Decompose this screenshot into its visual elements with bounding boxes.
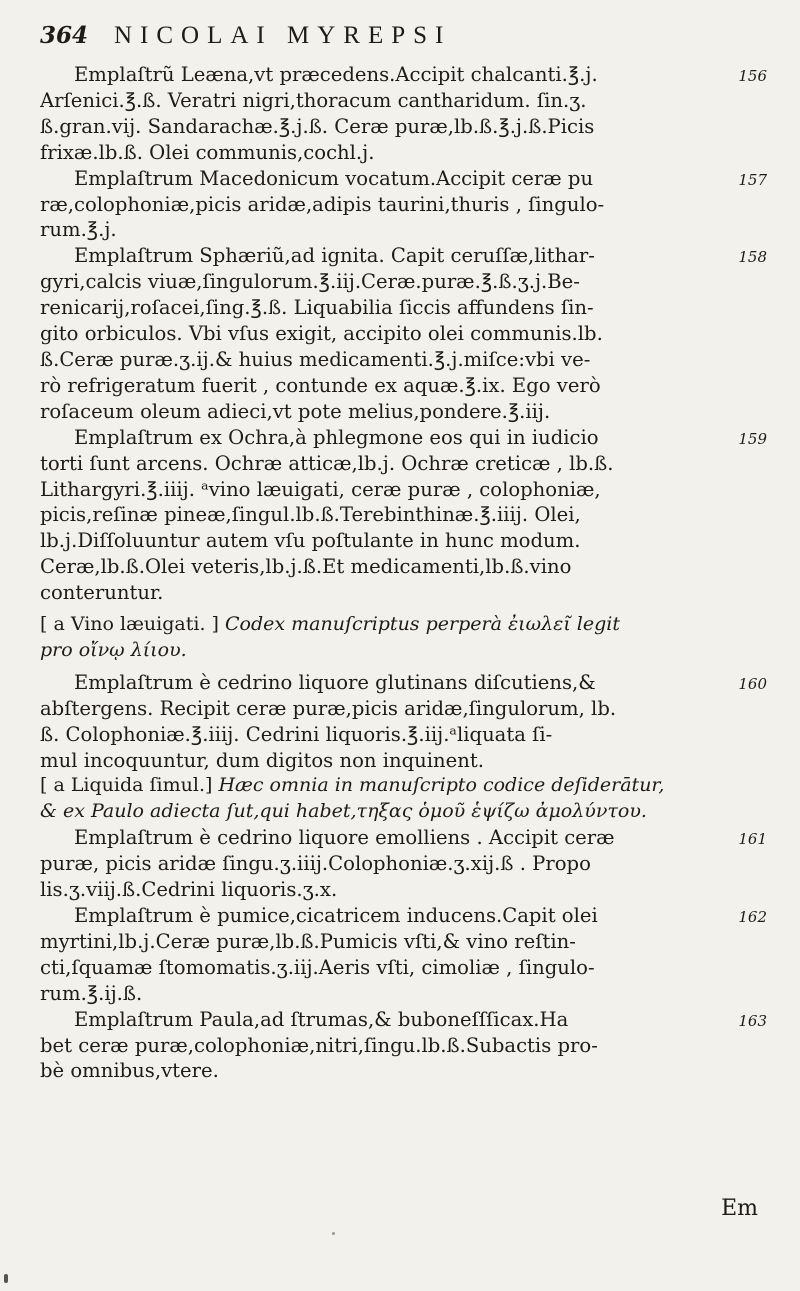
text-line: lb.j.Diſſoluuntur autem vſu poſtulante in hunc modum. xyxy=(40,529,581,553)
footnote-1 xyxy=(40,612,755,664)
text-line: lis.ʒ.viij.ß.Cedrini liquoris.ʒ.x. xyxy=(40,878,338,902)
text-line: frixæ.lb.ß. Olei communis,cochl.j. xyxy=(40,140,375,164)
text-line: Emplaſtrum è cedrino liquore glutinans diſcutiens,& xyxy=(74,670,596,694)
footnote-1-text: Codex manuſcriptus perperà ἐιωλεῖ legit xyxy=(224,613,621,636)
margin-number: 156 xyxy=(738,67,767,85)
text-line: abſtergens. Recipit ceræ puræ,picis aridæ,ſingulorum, lb. xyxy=(40,696,617,720)
margin-number: 163 xyxy=(738,1011,767,1030)
text-line: renicarij,roſacei,ſing.℥.ß. Liquabilia ſiccis affundens ſin- xyxy=(40,296,594,320)
text-block-2 xyxy=(40,670,767,774)
text-line: picis,reſinæ pineæ,ſingul.lb.ß.Terebinthinæ.℥.iiij. Olei, xyxy=(40,503,581,527)
text-line: ß. Colophoniæ.℥.iiij. Cedrini liquoris.℥.iij.ᵃliquata ſi- xyxy=(40,722,553,746)
text-line: rò refrigeratum fuerit , contunde ex aquæ.℥.ix. Ego verò xyxy=(40,373,601,397)
ink-speck xyxy=(332,1232,335,1235)
text-line: ß.Ceræ puræ.ʒ.ij.& huius medicamenti.℥.j.miſce:vbi ve- xyxy=(40,347,591,371)
text-line: gito orbiculos. Vbi vſus exigit, accipito olei communis.lb. xyxy=(40,322,603,346)
margin-number: 160 xyxy=(738,674,767,693)
text-line: gyri,calcis viuæ,ſingulorum.℥.iij.Ceræ.puræ.℥.ß.ʒ.j.Be- xyxy=(40,270,580,294)
text-line: cti,ſquamæ ſtomomatis.ʒ.iij.Aeris vſti, cimoliæ , ſingulo- xyxy=(40,955,595,979)
margin-number: 159 xyxy=(738,429,767,448)
margin-number: 158 xyxy=(738,248,767,267)
footnote-2-text: Hæc omnia in manuſcripto codice deſiderātur, xyxy=(218,774,665,797)
margin-number: 162 xyxy=(738,908,767,926)
catchword: Em xyxy=(721,1196,758,1221)
text-line: mul incoquuntur, dum digitos non inquinent. xyxy=(40,748,484,772)
text-line: Arſenici.℥.ß. Veratri nigri,thoracum cantharidum. ſin.ʒ. xyxy=(40,88,587,112)
text-line: conteruntur. xyxy=(40,581,164,605)
text-line: myrtini,lb.j.Ceræ puræ,lb.ß.Pumicis vſti,& vino reſtin- xyxy=(40,929,576,953)
margin-number: 161 xyxy=(738,830,767,849)
body-text xyxy=(40,62,767,1084)
text-line: Emplaſtrum Macedonicum vocatum.Accipit ceræ pu xyxy=(74,166,594,190)
text-line: Emplaſtrũ Leæna,vt præcedens.Accipit chalcanti.℥.j. xyxy=(74,63,598,86)
text-line: Ceræ,lb.ß.Olei veteris,lb.j.ß.Et medicamenti,lb.ß.vino xyxy=(40,555,572,579)
running-head xyxy=(40,22,770,62)
ink-speck xyxy=(4,1274,8,1283)
text-line: roſaceum oleum adieci,vt pote melius,pondere.℥.iij. xyxy=(40,399,551,423)
text-block-1 xyxy=(40,62,767,606)
running-title: NICOLAI MYREPSI xyxy=(114,22,452,49)
margin-number: 157 xyxy=(738,170,767,189)
page-number: 364 xyxy=(40,22,89,49)
text-block-3 xyxy=(40,825,767,1084)
footnote-2 xyxy=(40,773,755,825)
footnote-1-lead: [ a Vino læuigati. ] xyxy=(40,613,225,636)
text-line: puræ, picis aridæ ſingu.ʒ.iiij.Colophoniæ.ʒ.xij.ß . Propo xyxy=(40,852,591,876)
text-line: Emplaſtrum ex Ochra,à phlegmone eos qui in iudicio xyxy=(74,425,599,449)
text-line: rum.℥.j. xyxy=(40,218,117,242)
footnote-2-lead: [ a Liquida ſimul.] xyxy=(40,774,219,797)
text-line: Emplaſtrum è pumice,cicatricem inducens.Capit olei xyxy=(74,904,598,927)
text-line: Lithargyri.℥.iiij. ᵃvino læuigati, ceræ puræ , colophoniæ, xyxy=(40,477,601,501)
text-line: ræ,colophoniæ,picis aridæ,adipis taurini,thuris , ſingulo- xyxy=(40,192,605,216)
text-line: bè omnibus,vtere. xyxy=(40,1059,219,1083)
text-line: bet ceræ puræ,colophoniæ,nitri,ſingu.lb.ß.Subactis pro- xyxy=(40,1033,598,1057)
text-line: rum.℥.ij.ß. xyxy=(40,981,143,1005)
footnote-1-line2: pro οἴνῳ λίιου. xyxy=(40,638,187,661)
text-line: Emplaſtrum è cedrino liquore emolliens . Accipit ceræ xyxy=(74,826,615,850)
text-line: Emplaſtrum Paula,ad ſtrumas,& buboneſſſicax.Ha xyxy=(74,1007,569,1031)
text-line: Emplaſtrum Sphæriũ,ad ignita. Capit ceruſſæ,lithar- xyxy=(74,244,595,268)
footnote-2-line2: & ex Paulo adiecta ſut,qui habet,τηξας ὁμοῦ ἑψίζω ἀμολύντου. xyxy=(40,800,647,823)
text-line: torti ſunt arcens. Ochræ atticæ,lb.j. Ochræ creticæ , lb.ß. xyxy=(40,451,614,475)
text-line: ß.gran.vij. Sandarachæ.℥.j.ß. Ceræ puræ,lb.ß.℥.j.ß.Picis xyxy=(40,114,595,138)
